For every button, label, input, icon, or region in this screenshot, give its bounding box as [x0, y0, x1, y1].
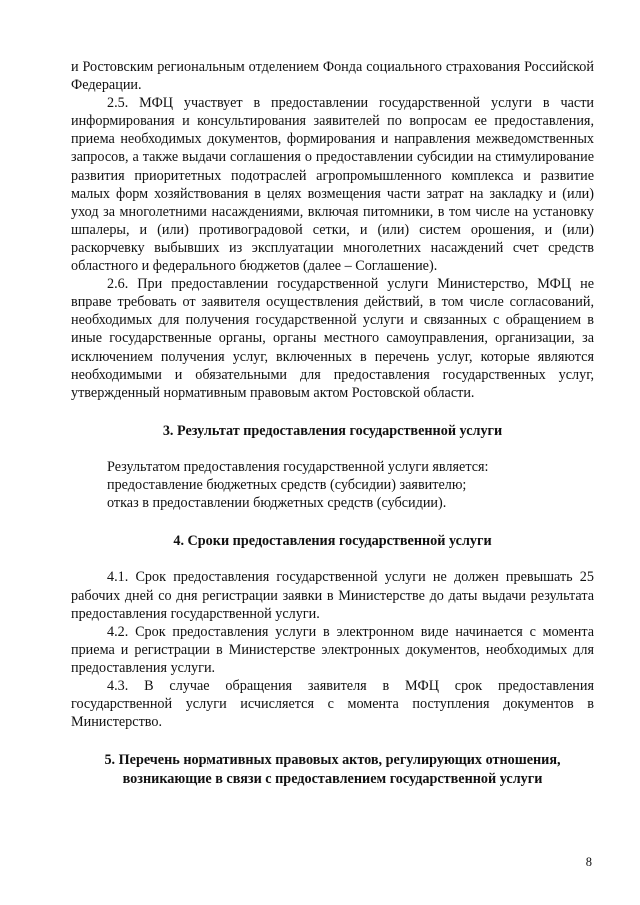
page-number: 8: [585, 855, 592, 869]
spacer: [71, 402, 594, 422]
section-4-heading: 4. Сроки предоставления государственной услуги: [173, 533, 492, 550]
paragraph-4-1: 4.1. Срок предоставления государственной услуги не должен превышать 25 рабочих дней со дня регистрации заявки в Министерстве до даты выдачи результата предоставления государственной услуги.: [71, 569, 594, 622]
page-content: [71, 58, 594, 788]
paragraph-4-2: 4.2. Срок предоставления услуги в электронном виде начинается с момента приема и регистрации в Министерстве электронных документов, необходимых для предоставления услуги.: [71, 623, 594, 676]
intro-continuation-paragraph: и Ростовским региональным отделением Фонда социального страхования Российской Федерации.: [71, 59, 594, 94]
paragraph-4-3: 4.3. В случае обращения заявителя в МФЦ срок предоставления государственной услуги исчисляется с момента поступления документов в Министерство.: [71, 678, 594, 731]
section-3-heading: 3. Результат предоставления государственной услуги: [162, 422, 503, 439]
paragraph-2-5: 2.5. МФЦ участвует в предоставлении государственной услуги в части информирования и консультирования заявителей по вопросам ее предоставления, приема необходимых документов, формирования и направления межведомственных запросов, а также выдачи соглашения о предоставлении субсидии на стимулирование развития приоритетных подотраслей агропромышленного комплекса и развитие малых форм хозяйствования в целях возмещения части затрат на закладку и (или) уход за многолетними насаждениями, включая питомники, в том числе на установку шпалеры, и (или) противоградовой сетки, и (или) систем орошения, и (или) раскорчевку выбывших из эксплуатации многолетних насаждений счет средств областного и федерального бюджетов (далее – Соглашение).: [71, 95, 594, 275]
section-3-line-grant: предоставление бюджетных средств (субсидии) заявителю;: [107, 477, 467, 494]
section-5-heading: 5. Перечень нормативных правовых актов, регулирующих отношения, возникающие в связи с предоставлением государственной услуги: [104, 752, 561, 787]
spacer: [71, 731, 594, 751]
section-3-line-refusal: отказ в предоставлении бюджетных средств (субсидии).: [107, 495, 447, 512]
section-3-line-intro: Результатом предоставления государственной услуги является:: [107, 458, 489, 475]
paragraph-2-6: 2.6. При предоставлении государственной услуги Министерство, МФЦ не вправе требовать от заявителя осуществления действий, в том числе согласований, необходимых для получения государственной услуги и связанных с обращением в иные государственные органы, органы местного самоуправления, организации, за исключением получения услуг, включенных в перечень услуг, которые являются необходимыми и обязательными для предоставления государственных услуг, утвержденный нормативным правовым актом Ростовской области.: [71, 276, 594, 401]
spacer: [71, 550, 594, 568]
spacer: [71, 440, 594, 458]
spacer: [71, 512, 594, 532]
